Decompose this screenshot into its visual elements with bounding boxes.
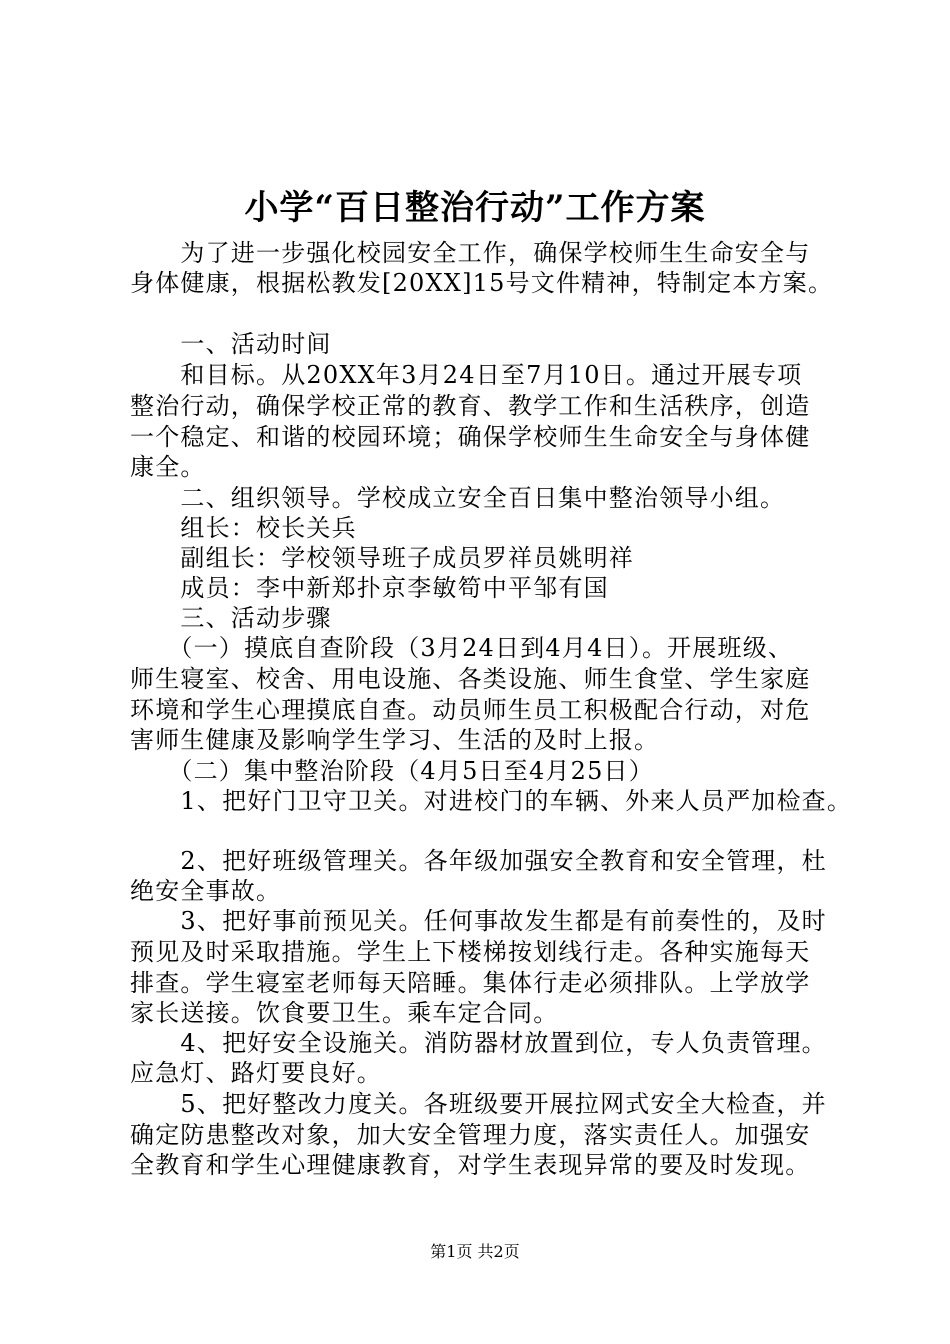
body-line: 确定防患整改对象，加大安全管理力度，落实责任人。加强安 [130, 1121, 811, 1149]
page-footer: 第1页 共2页 [430, 1242, 520, 1261]
body-line: 副组长：学校领导班子成员罗祥员姚明祥 [130, 544, 634, 572]
body-line: 为了进一步强化校园安全工作，确保学校师生生命安全与 [130, 239, 811, 267]
section-heading: 二、组织领导。学校成立安全百日集中整治领导小组。 [130, 484, 786, 512]
body-line: 环境和学生心理摸底自查。动员师生员工积极配合行动，对危 [130, 696, 811, 724]
body-line: 一个稳定、和谐的校园环境；确保学校师生生命安全与身体健 [130, 423, 811, 451]
body-line: 5、把好整改力度关。各班级要开展拉网式安全大检查，并 [130, 1090, 827, 1118]
body-line: 和目标。从20XX年3月24日至7月10日。通过开展专项 [130, 361, 803, 389]
body-line: 预见及时采取措施。学生上下楼梯按划线行走。各种实施每天 [130, 938, 811, 966]
body-line: 害师生健康及影响学生学习、生活的及时上报。 [130, 726, 660, 754]
body-line: （一）摸底自查阶段（3月24日到4月4日）。开展班级、 [130, 634, 794, 662]
section-heading: 三、活动步骤 [130, 604, 332, 632]
body-line: 应急灯、路灯要良好。 [130, 1059, 382, 1087]
body-line: 1、把好门卫守卫关。对进校门的车辆、外来人员严加检查。 [130, 787, 853, 815]
body-line: 成员：李中新郑扑京李敏笱中平邹有国 [130, 574, 609, 602]
body-line: 家长送接。饮食要卫生。乘车定合同。 [130, 999, 559, 1027]
body-line: 排查。学生寝室老师每天陪睡。集体行走必须排队。上学放学 [130, 969, 811, 997]
body-line: 康全。 [130, 453, 206, 481]
body-line: 组长：校长关兵 [130, 514, 357, 542]
body-line: 全教育和学生心理健康教育，对学生表现异常的要及时发现。 [130, 1151, 811, 1179]
body-line: 绝安全事故。 [130, 877, 282, 905]
body-line: 身体健康，根据松教发[20XX]15号文件精神，特制定本方案。 [130, 269, 834, 297]
body-line: 师生寝室、校舍、用电设施、各类设施、师生食堂、学生家庭 [130, 665, 811, 693]
body-line: 2、把好班级管理关。各年级加强安全教育和安全管理，杜 [130, 847, 827, 875]
body-line: 3、把好事前预见关。任何事故发生都是有前奏性的，及时 [130, 907, 827, 935]
body-line: 4、把好安全设施关。消防器材放置到位，专人负责管理。 [130, 1029, 827, 1057]
document-title: 小学“百日整治行动”工作方案 [244, 188, 706, 228]
body-line: （二）集中整治阶段（4月5日至4月25日） [130, 757, 654, 785]
body-line: 整治行动，确保学校正常的教育、教学工作和生活秩序，创造 [130, 392, 811, 420]
section-heading: 一、活动时间 [130, 330, 332, 358]
